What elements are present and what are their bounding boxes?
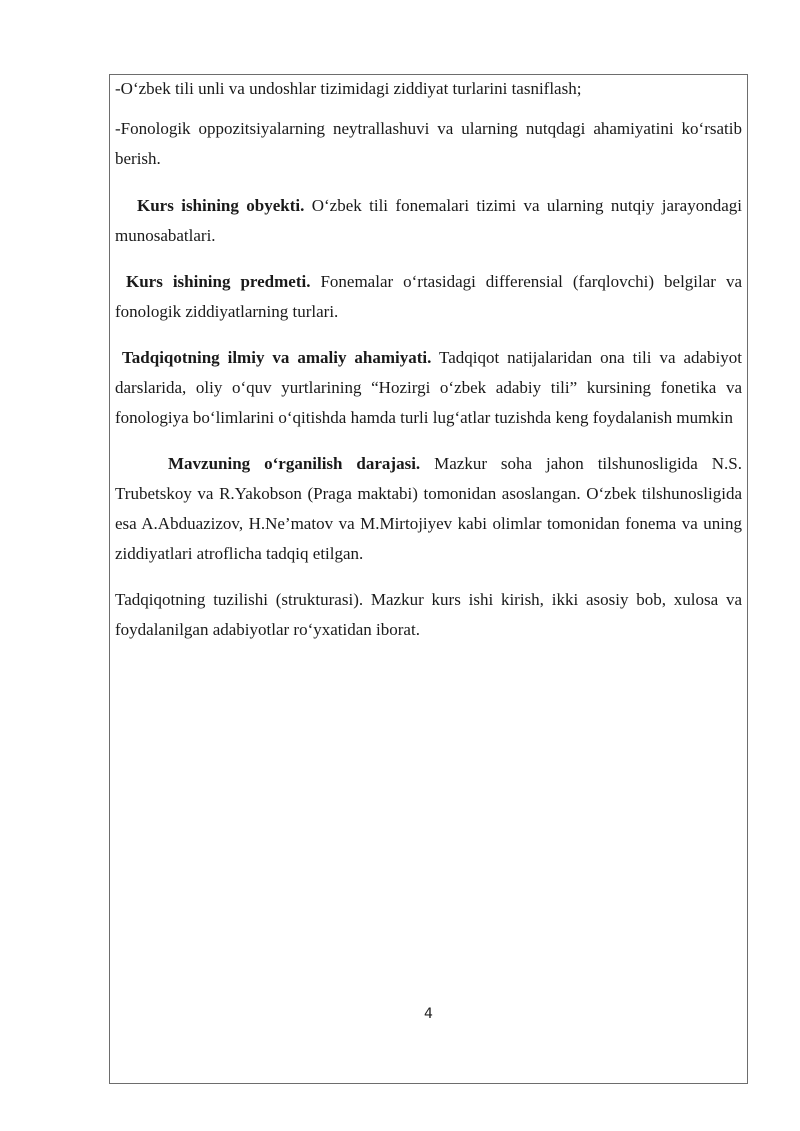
- paragraph-text: Tadqiqotning tuzilishi (strukturasi). Mazkur kurs ishi kirish, ikki asosiy bob, xulosa va foydalanilgan adabiyotlar ro‘yxatidan iborat.: [115, 590, 742, 639]
- document-body: [115, 74, 742, 645]
- page-number: 4: [424, 1006, 433, 1022]
- section-heading: Kurs ishining obyekti.: [137, 196, 305, 215]
- paragraph-text: Tadqiqot natijalaridan ona tili va adabiyot darslarida, oliy o‘quv yurtlarining “Hozirgi o‘zbek adabiy tili” kursining fonetika va fonologiya bo‘limlarini o‘qitishda hamda turli lug‘atlar tuzishda keng foydalanish mumkin: [115, 348, 742, 427]
- task-item-neutralization: [115, 114, 742, 174]
- section-heading: Tadqiqotning ilmiy va amaliy ahamiyati.: [122, 348, 432, 367]
- paragraph-text: -Fonologik oppozitsiyalarning neytrallashuvi va ularning nutqdagi ahamiyatini ko‘rsatib berish.: [115, 119, 742, 168]
- section-heading: Kurs ishining predmeti.: [126, 272, 311, 291]
- section-significance: [115, 343, 742, 433]
- section-heading: Mavzuning o‘rganilish darajasi.: [168, 454, 421, 473]
- paragraph-text: O‘zbek tili fonemalari tizimi va ularning nutqiy jarayondagi munosabatlari.: [115, 196, 742, 245]
- paragraph-text: Mazkur soha jahon tilshunosligida N.S. Trubetskoy va R.Yakobson (Praga maktabi) tomonidan asoslangan. O‘zbek tilshunosligida esa A.Abduazizov, H.Ne’matov va M.Mirtojiyev kabi olimlar tomonidan fonema va uning ziddiyatlari atroflicha tadqiq etilgan.: [115, 454, 742, 563]
- section-object: [115, 191, 742, 251]
- section-structure: [115, 585, 742, 645]
- paragraph-text: -O‘zbek tili unli va undoshlar tizimidagi ziddiyat turlarini tasniflash;: [115, 79, 582, 98]
- section-subject: [115, 267, 742, 327]
- section-study-degree: [115, 449, 742, 569]
- paragraph-text: Fonemalar o‘rtasidagi differensial (farqlovchi) belgilar va fonologik ziddiyatlarning turlari.: [115, 272, 742, 321]
- task-item-classify: [115, 74, 742, 104]
